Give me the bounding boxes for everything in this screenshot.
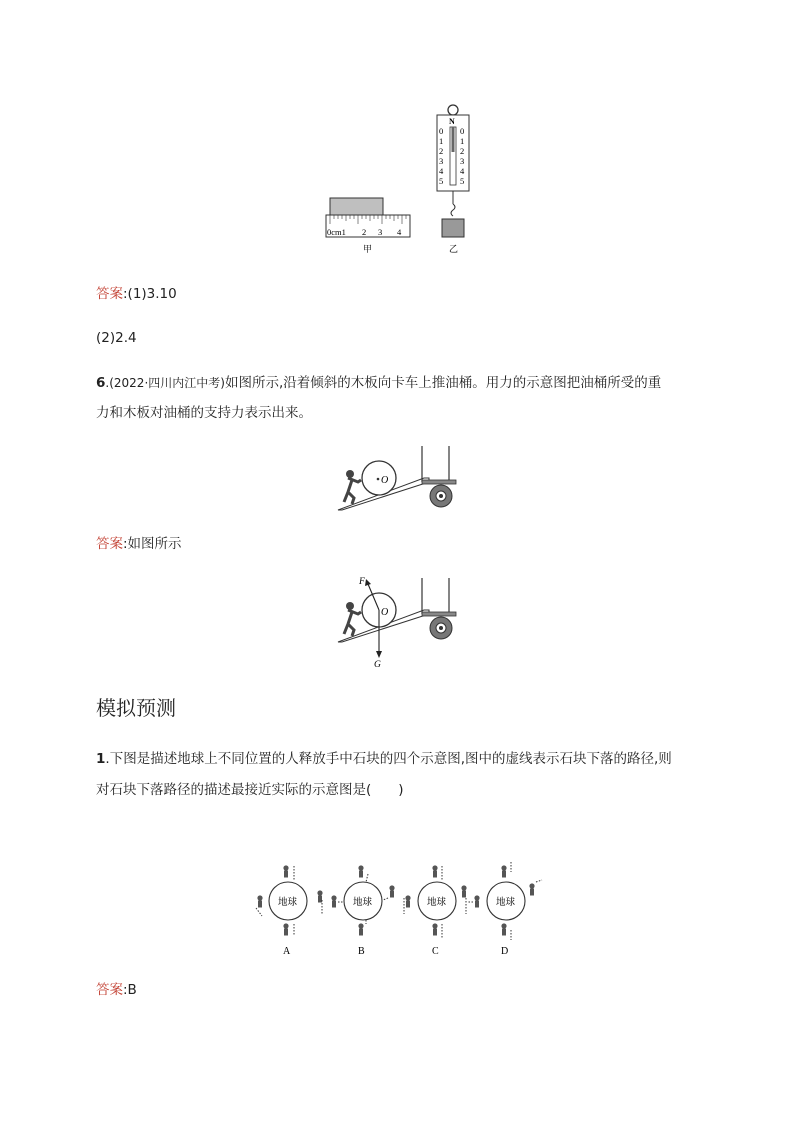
question-6-line1 (96, 373, 661, 393)
answer-label: 答案 (96, 286, 123, 302)
globe-option-a (256, 865, 323, 957)
answer-label: 答案 (96, 982, 123, 998)
answer-q1 (96, 980, 137, 1000)
option-label-b: B (358, 946, 365, 957)
scale-right-2: 2 (460, 146, 465, 156)
scale-right-0: 0 (460, 126, 465, 136)
answer-text: :B (123, 982, 137, 998)
scale-left-4: 4 (439, 166, 444, 176)
globe-option-d (468, 862, 542, 957)
scale-left-2: 2 (439, 146, 444, 156)
figure-ruler-and-spring-scale (320, 100, 480, 260)
figure-ramp-truck-forces (334, 570, 464, 670)
question-text: 对石块下落路径的描述最接近实际的示意图是( ) (96, 782, 404, 798)
answer-1 (96, 284, 177, 304)
answer-6 (96, 534, 182, 554)
scale-left-1: 1 (439, 136, 444, 146)
question-text: 力和木板对油桶的支持力表示出来。 (96, 405, 312, 421)
caption-jia: 甲 (363, 244, 373, 254)
answer-2 (96, 328, 137, 348)
question-1-line2 (96, 780, 404, 800)
answer-text: :如图所示 (123, 536, 182, 552)
scale-unit: N (449, 117, 455, 126)
ruler-label-3: 3 (378, 227, 383, 237)
figure-ramp-truck (334, 440, 464, 516)
caption-yi: 乙 (449, 244, 459, 254)
globe-option-c (404, 865, 467, 957)
oil-drum (362, 461, 396, 495)
question-6-line2 (96, 403, 312, 423)
hanging-weight (442, 219, 464, 237)
globe-label: 地球 (353, 898, 373, 908)
scale-right-3: 3 (460, 156, 465, 166)
globe-label: 地球 (496, 898, 516, 908)
globe-option-b (331, 865, 394, 957)
option-label-d: D (501, 946, 509, 957)
ruler-label-4: 4 (397, 227, 402, 237)
scale-left-3: 3 (439, 156, 444, 166)
question-1-line1 (96, 749, 672, 769)
person-pushing (344, 602, 361, 636)
drum-center-label: O (381, 607, 389, 618)
scale-left-5: 5 (439, 176, 444, 186)
question-number: 6 (96, 375, 106, 391)
question-number: 1 (96, 751, 106, 767)
section-title: 模拟预测 (96, 696, 176, 720)
question-text: 如图所示,沿着倾斜的木板向卡车上推油桶。用力的示意图把油桶所受的重 (224, 375, 662, 391)
answer-text: (2)2.4 (96, 330, 137, 346)
truck-bed (422, 612, 456, 616)
question-text: .下图是描述地球上不同位置的人释放手中石块的四个示意图,图中的虚线表示石块下落的路径,则 (105, 751, 672, 767)
scale-right-5: 5 (460, 176, 465, 186)
scale-right-4: 4 (460, 166, 465, 176)
answer-label: 答案 (96, 536, 123, 552)
globe-label: 地球 (427, 898, 447, 908)
force-g-label: G (374, 660, 381, 670)
ruler-label-0cm1: 0cm1 (327, 227, 346, 237)
force-f-label: F (359, 577, 365, 587)
option-label-c: C (432, 946, 439, 957)
question-source: .(2022·四川内江中考) (105, 376, 225, 390)
ruler-label-2: 2 (362, 227, 367, 237)
answer-text: :(1)3.10 (123, 286, 177, 302)
globe-label: 地球 (278, 898, 298, 908)
scale-ring (448, 105, 458, 115)
scale-left-0: 0 (439, 126, 444, 136)
drum-center-label: O (381, 475, 389, 486)
option-label-a: A (283, 946, 291, 957)
figure-four-globes (250, 858, 550, 962)
wood-block (330, 198, 383, 215)
scale-right-1: 1 (460, 136, 465, 146)
truck-bed (422, 480, 456, 484)
person-pushing (344, 470, 361, 504)
